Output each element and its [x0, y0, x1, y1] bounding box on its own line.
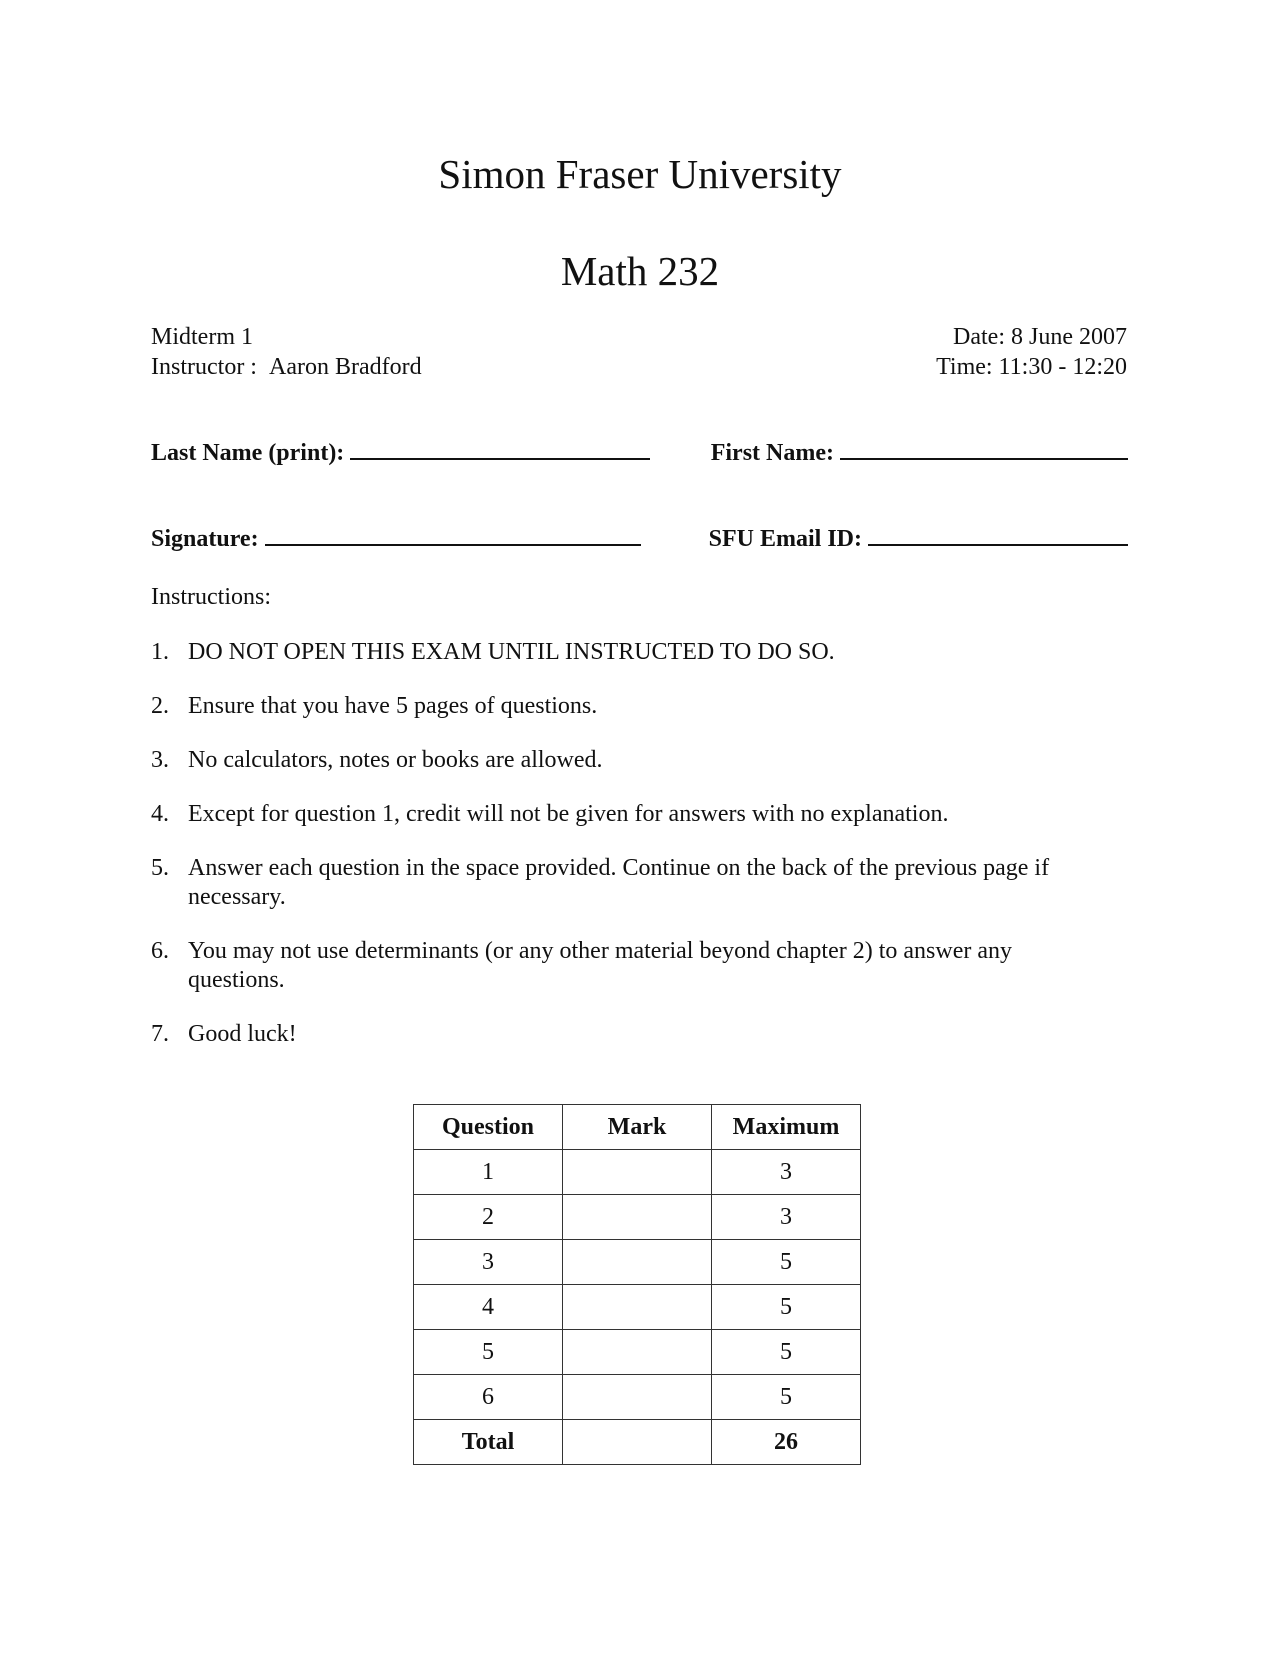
signature-label: Signature: [151, 526, 259, 552]
first-name-label: First Name: [710, 440, 834, 466]
signature-field [151, 524, 641, 554]
total-mark-cell[interactable] [563, 1420, 712, 1465]
item-text: No calculators, notes or books are allowed. [188, 747, 603, 773]
exam-info-left [151, 322, 422, 382]
email-field [709, 524, 1128, 554]
item-number: 7. [151, 1021, 169, 1047]
instructions-heading: Instructions: [151, 584, 271, 610]
exam-name: Midterm 1 [151, 324, 253, 350]
email-label: SFU Email ID: [708, 526, 862, 552]
item-text: Except for question 1, credit will not be given for answers with no explanation. [188, 801, 949, 827]
instructor-name: Aaron Bradford [268, 354, 422, 380]
maximum-cell: 5 [712, 1330, 861, 1375]
table-row [414, 1330, 861, 1375]
table-header-row [414, 1105, 861, 1150]
total-label: Total [414, 1420, 563, 1465]
list-item [151, 638, 1111, 667]
exam-time: Time: 11:30 - 12:20 [936, 354, 1127, 380]
instructor-line [151, 352, 422, 382]
item-text: Ensure that you have 5 pages of questions. [188, 693, 598, 719]
item-number: 4. [151, 801, 169, 827]
question-cell: 3 [414, 1240, 563, 1285]
item-number: 5. [151, 855, 169, 881]
mark-cell[interactable] [563, 1330, 712, 1375]
maximum-cell: 5 [712, 1285, 861, 1330]
question-cell: 2 [414, 1195, 563, 1240]
item-number: 1. [151, 639, 169, 665]
question-cell: 6 [414, 1375, 563, 1420]
total-row [414, 1420, 861, 1465]
exam-info-right [936, 322, 1127, 382]
list-item [151, 746, 1111, 775]
score-table [413, 1104, 861, 1465]
mark-cell[interactable] [563, 1375, 712, 1420]
university-title: Simon Fraser University [438, 151, 842, 197]
last-name-label: Last Name (print): [151, 440, 345, 466]
item-text: Good luck! [188, 1021, 297, 1047]
maximum-cell: 3 [712, 1195, 861, 1240]
item-text: DO NOT OPEN THIS EXAM UNTIL INSTRUCTED TO DO SO. [188, 639, 835, 665]
course-title: Math 232 [560, 248, 720, 294]
last-name-field [151, 438, 650, 468]
table-row [414, 1375, 861, 1420]
table-row [414, 1150, 861, 1195]
question-cell: 4 [414, 1285, 563, 1330]
question-cell: 5 [414, 1330, 563, 1375]
first-name-blank[interactable] [840, 438, 1128, 460]
column-header-mark: Mark [563, 1105, 712, 1150]
email-blank[interactable] [868, 524, 1128, 546]
last-name-blank[interactable] [350, 438, 650, 460]
list-item [151, 1020, 1111, 1049]
list-item [151, 800, 1111, 829]
item-number: 2. [151, 693, 169, 719]
first-name-field [711, 438, 1128, 468]
list-item [151, 692, 1111, 721]
maximum-cell: 5 [712, 1375, 861, 1420]
maximum-cell: 5 [712, 1240, 861, 1285]
table-row [414, 1195, 861, 1240]
signature-blank[interactable] [265, 524, 641, 546]
mark-cell[interactable] [563, 1285, 712, 1330]
column-header-maximum: Maximum [712, 1105, 861, 1150]
mark-cell[interactable] [563, 1240, 712, 1285]
question-cell: 1 [414, 1150, 563, 1195]
total-maximum: 26 [712, 1420, 861, 1465]
mark-cell[interactable] [563, 1150, 712, 1195]
list-item [151, 937, 1111, 995]
maximum-cell: 3 [712, 1150, 861, 1195]
item-number: 3. [151, 747, 169, 773]
mark-cell[interactable] [563, 1195, 712, 1240]
item-text: Answer each question in the space provided. Continue on the back of the previous page if necessary. [188, 855, 1050, 910]
exam-date: Date: 8 June 2007 [953, 324, 1127, 350]
list-item [151, 854, 1111, 912]
table-row [414, 1240, 861, 1285]
instructions-list [151, 638, 1111, 1074]
name-fields-row [151, 438, 1128, 468]
item-text: You may not use determinants (or any other material beyond chapter 2) to answer any questions. [188, 938, 1012, 993]
instructor-label: Instructor : [151, 354, 257, 380]
table-row [414, 1285, 861, 1330]
column-header-question: Question [414, 1105, 563, 1150]
item-number: 6. [151, 938, 169, 964]
signature-fields-row [151, 524, 1128, 554]
